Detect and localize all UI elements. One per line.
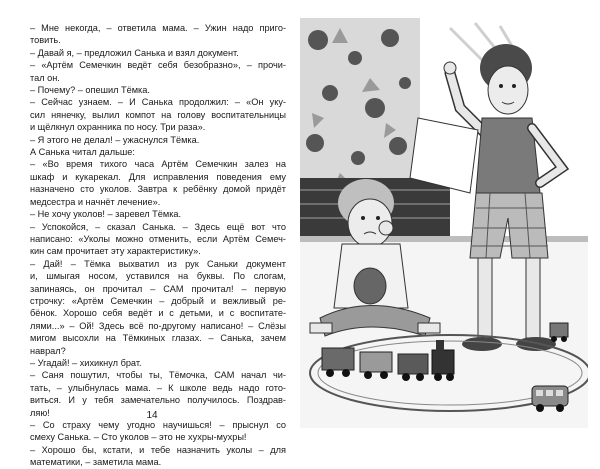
boys-reading-document-illustration-icon xyxy=(300,18,588,428)
text-line: – Сейчас узнаем. – И Санька продолжил: – «Он уку- xyxy=(30,97,286,108)
text-line: строчку: «Артём Семечкин – добрый и вежливый ре- xyxy=(30,295,286,306)
text-line: – «Артём Семечкин ведёт себя безобразно», – прочи- xyxy=(30,60,286,71)
text-line: товить. xyxy=(30,35,61,46)
text-line: бёнок. Хорошо себя ведёт и с детьми, и с воспитате- xyxy=(30,308,286,319)
text-line: и, шмыгая носом, уставился на буквы. По слогам, xyxy=(30,271,286,282)
text-line: и щёлкнул охранника по носу. Три раза». xyxy=(30,122,206,133)
text-line: – Со страху чему угодно научишься! – прыснул со xyxy=(30,420,286,430)
text-line: сил нянечку, вылил компот на голову воспитательницы xyxy=(30,109,286,120)
text-line: смеху Санька. – Сто уколов – это не хухры-мухры! xyxy=(30,432,247,443)
text-line: – Почему? – опешил Тёмка. xyxy=(30,85,150,96)
text-line: – Мне некогда, – ответила мама. – Ужин надо приго- xyxy=(30,23,286,33)
text-line: написано: «Уколы можно отменить, если Артём Семеч- xyxy=(30,233,286,244)
text-line: шкаф и кукарекал. Для исправления поведения ему xyxy=(30,171,286,182)
text-line: – Хорошо бы, кстати, и тебе назначить уколы – для xyxy=(30,444,286,455)
text-line: – Успокойся, – сказал Санька. – Здесь ещё вот что xyxy=(30,221,286,232)
text-line: запинаясь, он прочитал – САМ прочитал! – первую xyxy=(30,283,286,294)
text-line: тать, – улыбнулась мама. – К школе ведь надо гото- xyxy=(30,382,286,393)
text-line: – Дай! – Тёмка выхватил из рук Саньки документ xyxy=(30,258,286,269)
text-line: – Я этого не делал! – ужаснулся Тёмка. xyxy=(30,134,200,145)
text-line: – Угадай! – хихикнул брат. xyxy=(30,357,142,368)
text-line: – «Во время тихого часа Артём Семечкин залез на xyxy=(30,159,286,170)
text-line: – Саня пошутил, чтобы ты, Тёмочка, САМ начал чи- xyxy=(30,370,286,381)
text-line: математики, – заметила мама. xyxy=(30,457,162,468)
text-line: назначено сто уколов. Завтра к ребёнку домой придёт xyxy=(30,184,286,195)
text-line: виться. И у тебя замечательно получилось. Поздрав- xyxy=(30,395,286,406)
story-text xyxy=(30,22,286,469)
text-line: лями...» – Ой! Здесь всё по-другому написано! – Слёзы xyxy=(30,320,286,331)
text-line: – Давай я, – предложил Санька и взял документ. xyxy=(30,47,239,58)
text-line: медсестра и начнёт лечение». xyxy=(30,196,161,207)
text-line: – Не хочу уколов! – заревел Тёмка. xyxy=(30,209,182,220)
text-line: ляю! xyxy=(30,407,50,418)
text-line: кин сам прочитает эту характеристику». xyxy=(30,246,201,257)
text-line: мигом высохли на Тёмкиных глазах. – Санька, зачем xyxy=(30,333,286,344)
text-line: А Санька читал дальше: xyxy=(30,147,135,158)
text-line: тал он. xyxy=(30,72,60,83)
page-number: 14 xyxy=(146,410,158,421)
text-line: наврал? xyxy=(30,345,66,356)
